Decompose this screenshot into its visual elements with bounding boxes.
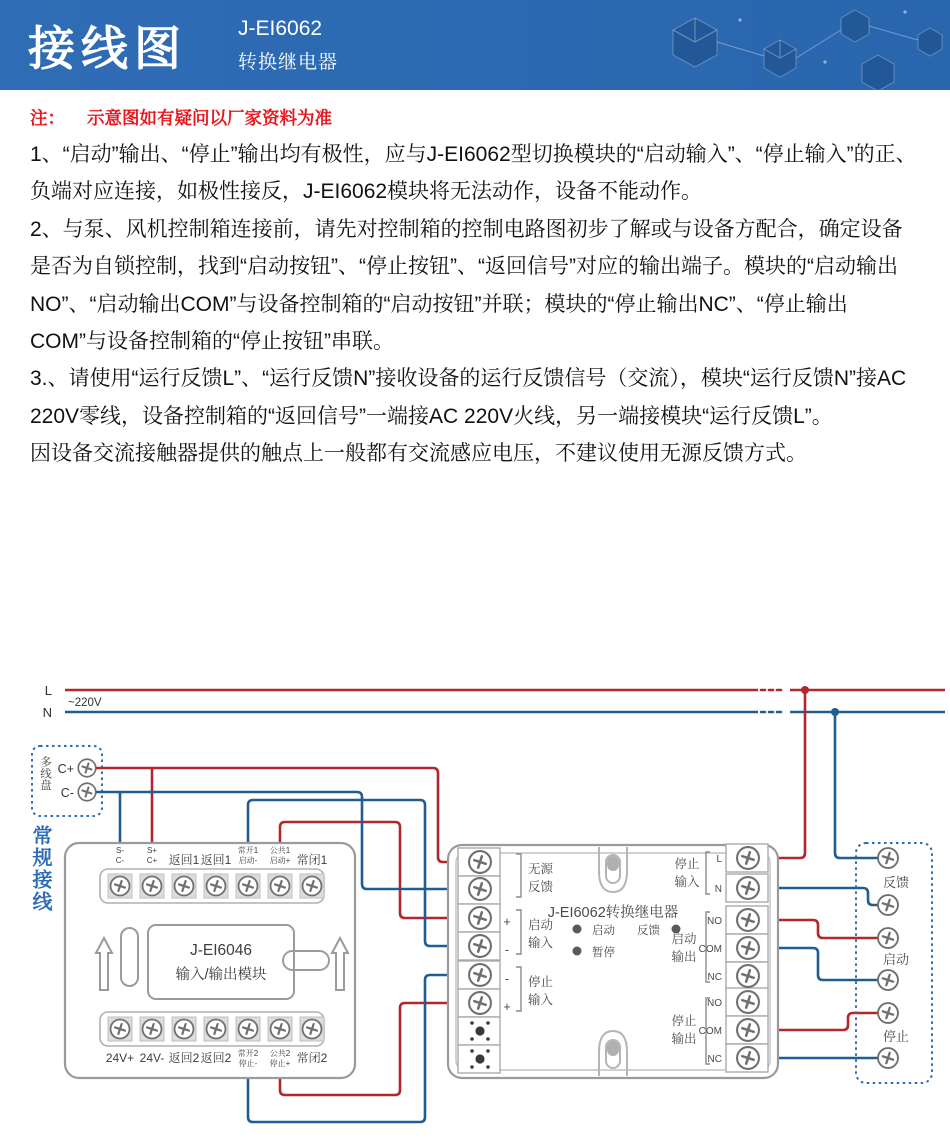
wire-start-out-no <box>770 920 878 938</box>
screw-terminal-icon <box>878 895 898 915</box>
instruction-paragraph: 2、与泵、风机控制箱连接前，请先对控制箱的控制电路图初步了解或与设备方配合，确定设备是否为自锁控制，找到“启动按钮”、“停止按钮”、“返回信号”对应的输出端子。模块的“启动输出NO”、“启动输出COM”与设备控制箱的“启动按钮”并联；模块的“停止输出NC”、“停止输出COM”与设备控制箱的“停止按钮”串联。 <box>30 217 903 353</box>
screw-terminal-icon <box>469 907 491 929</box>
terminal-label: 常开2 <box>237 1049 259 1058</box>
polarity-sign: + <box>503 1000 511 1014</box>
pin-label: N <box>714 884 722 895</box>
multiline-panel-label: 多线盘 <box>39 756 51 791</box>
polarity-sign: - <box>504 943 510 957</box>
page-title: 接线图 <box>28 22 187 75</box>
terminal-label: 常闭2 <box>296 1051 328 1065</box>
multiline-panel-box <box>32 746 102 816</box>
screw-terminal-icon <box>878 928 898 948</box>
instruction-paragraph: 3.、请使用“运行反馈L”、“运行反馈N”接收设备的运行反馈信号（交流），模块“运行反馈N”接AC 220V零线，设备控制箱的“返回信号”一端接AC 220V火线，另一端接模块“运行反馈L”。 <box>30 367 907 428</box>
module-6062 <box>448 844 778 1078</box>
note-text: 示意图如有疑问以厂家资料为准 <box>87 108 332 128</box>
terminal-label: 24V+ <box>105 1051 135 1065</box>
l-label: L <box>44 683 52 698</box>
screw-terminal-icon <box>469 964 491 986</box>
screw-terminal-icon <box>878 1003 898 1023</box>
group-label: 停止 <box>671 1014 697 1028</box>
pin-label: L <box>716 854 722 865</box>
instructions <box>30 136 922 472</box>
screw-terminal-icon <box>737 909 759 931</box>
device-feedback-label: 反馈 <box>882 875 910 890</box>
screw-terminal-icon <box>175 1020 194 1039</box>
device-start-label: 启动 <box>882 952 910 967</box>
screw-terminal-icon <box>469 992 491 1014</box>
pin-label: NC <box>707 972 722 983</box>
wire-start-out-com <box>770 948 878 980</box>
right-terminals <box>726 844 768 1072</box>
model-subtitle: 转换继电器 <box>238 52 339 73</box>
screw-terminal-icon <box>143 877 162 896</box>
terminal-label: 公共1 <box>269 846 291 855</box>
led-pause-icon <box>573 947 582 956</box>
decorative-cubes <box>620 0 950 90</box>
screw-terminal-icon <box>207 1020 226 1039</box>
module-type: 输入/输出模块 <box>175 967 267 983</box>
screw-terminal-icon <box>469 878 491 900</box>
screw-terminal-icon <box>737 1047 759 1069</box>
screw-terminal-icon <box>469 935 491 957</box>
screw-terminal-icon <box>878 848 898 868</box>
terminal-label: 返回2 <box>168 1051 200 1065</box>
screw-terminal-icon <box>78 759 95 776</box>
pin-label: NC <box>707 1054 722 1065</box>
screw-terminal-icon <box>143 1020 162 1039</box>
device-stop-label: 停止 <box>882 1029 910 1044</box>
module-name: J-EI6046 <box>189 942 253 959</box>
led-feedback-label: 反馈 <box>637 925 660 937</box>
terminal-label: 返回1 <box>200 853 232 867</box>
screw-terminal-icon <box>737 991 759 1013</box>
instruction-paragraph: 因设备交流接触器提供的触点上一般都有交流感应电压，不建议使用无源反馈方式。 <box>30 442 807 465</box>
voltage-label: ~220V <box>68 697 102 709</box>
group-label: 反馈 <box>528 880 554 894</box>
group-label: 输出 <box>671 950 697 964</box>
module-name: J-EI6062转换继电器 <box>547 905 679 921</box>
keyhole-slot <box>607 856 619 871</box>
screw-terminal-icon <box>737 937 759 959</box>
terminal-label: S+ <box>146 846 158 855</box>
polarity-sign: - <box>504 972 510 986</box>
instruction-paragraph: 1、“启动”输出、“停止”输出均有极性，应与J-EI6062型切换模块的“启动输入”、“停止输入”的正、负端对应连接，如极性接反，J-EI6062模块将无法动作，设备不能动作。 <box>30 143 917 204</box>
terminal-label: C- <box>115 856 125 865</box>
screw-terminal-icon <box>737 847 759 869</box>
screw-terminal-icon <box>111 877 130 896</box>
keyhole-slot <box>607 1041 619 1056</box>
screw-terminal-icon <box>175 877 194 896</box>
screw-terminal-icon <box>303 1020 322 1039</box>
group-label: 无源 <box>528 862 554 876</box>
screw-terminal-icon <box>469 851 491 873</box>
group-label: 启动 <box>528 918 554 932</box>
c-plus-label: C+ <box>57 762 74 776</box>
wire-stop-out-com <box>770 1013 878 1030</box>
screw-terminal-icon <box>737 877 759 899</box>
screw-terminal-icon <box>303 877 322 896</box>
led-pause-label: 暂停 <box>592 947 615 959</box>
bottom-terminals <box>108 1017 324 1041</box>
conventional-wiring-label: 常规接线 <box>29 825 51 913</box>
screw-terminal-icon <box>239 1020 258 1039</box>
top-terminals <box>108 874 324 898</box>
terminal-label: 公共2 <box>269 1049 291 1058</box>
group-label: 输入 <box>528 936 554 950</box>
group-label: 停止 <box>674 857 700 871</box>
power-bus <box>43 683 945 720</box>
led-start-icon <box>573 925 582 934</box>
screw-terminal-icon <box>239 877 258 896</box>
group-label: 输入 <box>674 875 700 889</box>
left-terminals <box>458 848 500 1073</box>
model-number: J-EI6062 <box>238 17 323 40</box>
polarity-sign: + <box>503 915 511 929</box>
c-minus-label: C- <box>60 786 74 800</box>
screw-terminal-icon <box>737 1019 759 1041</box>
terminal-label: S- <box>116 846 124 855</box>
terminal-label: 返回2 <box>200 1051 232 1065</box>
screw-terminal-icon <box>271 1020 290 1039</box>
pin-label: NO <box>707 998 722 1009</box>
screw-terminal-icon <box>111 1020 130 1039</box>
screw-terminal-icon <box>271 877 290 896</box>
pin-label: NO <box>707 916 722 927</box>
terminal-label: 启动+ <box>269 856 291 865</box>
screw-terminal-icon <box>78 783 95 800</box>
pin-label: COM <box>698 1026 722 1037</box>
screw-terminal-icon <box>878 970 898 990</box>
wire-6062-N <box>770 888 878 905</box>
led-start-label: 启动 <box>592 925 615 937</box>
group-label: 启动 <box>671 932 697 946</box>
note-line <box>30 105 920 130</box>
terminal-label: 24V- <box>139 1051 165 1065</box>
note-prefix: 注： <box>30 108 65 128</box>
terminal-label: 常开1 <box>237 846 259 855</box>
terminal-label: 停止+ <box>269 1059 291 1068</box>
terminal-label: 启动- <box>238 856 258 865</box>
pin-label: COM <box>698 944 722 955</box>
app-header <box>0 0 950 90</box>
n-label: N <box>42 705 52 720</box>
terminal-label: 常闭1 <box>296 853 328 867</box>
wire-nbus-drop <box>835 712 878 858</box>
terminal-label: 返回1 <box>168 853 200 867</box>
group-label: 输出 <box>671 1032 697 1046</box>
group-label: 停止 <box>528 975 554 989</box>
group-label: 输入 <box>528 993 554 1007</box>
screw-terminal-icon <box>207 877 226 896</box>
screw-terminal-icon <box>878 1048 898 1068</box>
wiring-diagram <box>0 670 950 1147</box>
device-control-box <box>856 843 932 1083</box>
terminal-label: C+ <box>146 856 158 865</box>
screw-terminal-icon <box>737 965 759 987</box>
terminal-label: 停止- <box>238 1059 258 1068</box>
module-6046 <box>65 843 355 1078</box>
